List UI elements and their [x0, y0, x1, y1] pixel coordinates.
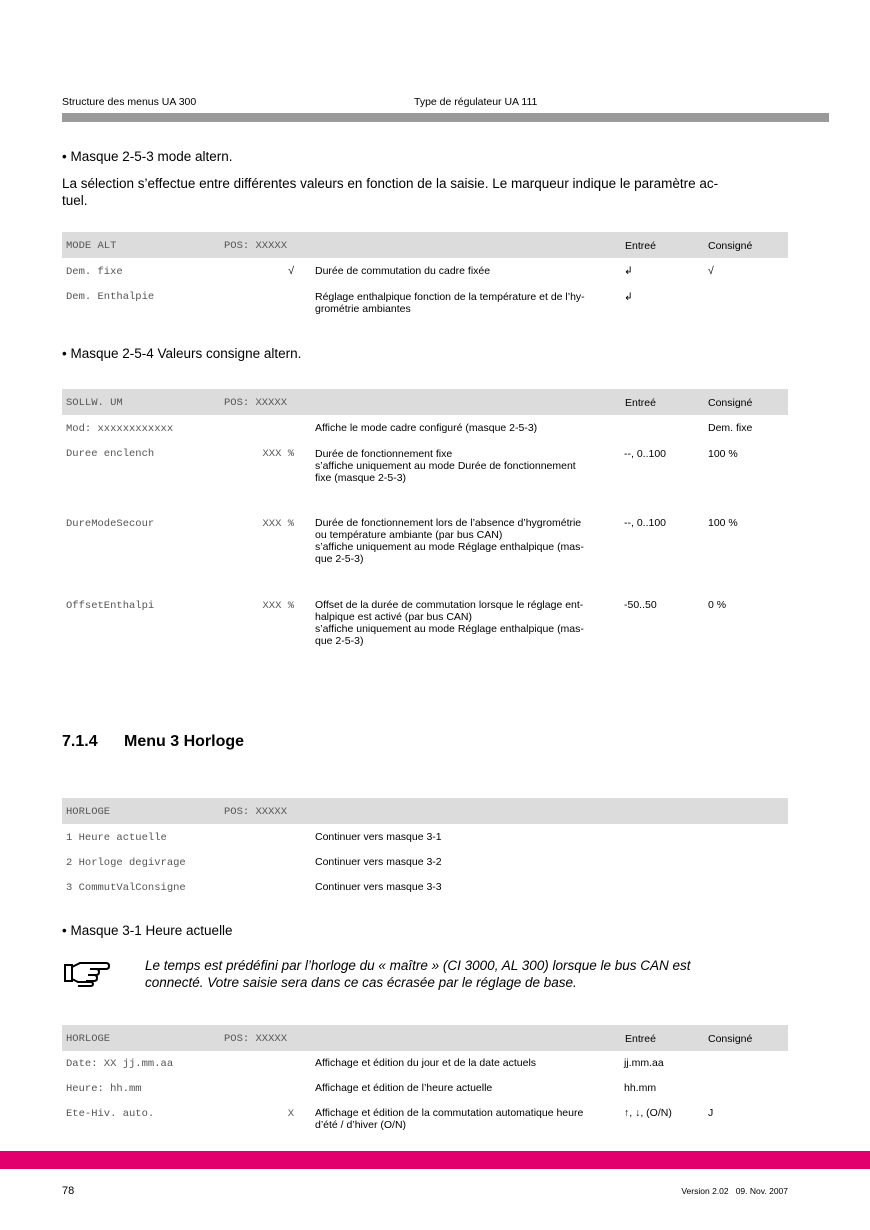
- row-desc: Durée de fonctionnement fixe: [315, 448, 453, 460]
- row-entree: jj.mm.aa: [624, 1057, 664, 1069]
- table-header-mode-alt: [62, 232, 788, 258]
- bullet-masque-3-1: • Masque 3-1 Heure actuelle: [62, 923, 233, 938]
- row-consigne: 100 %: [708, 517, 738, 529]
- col-header-name: SOLLW. UM: [66, 397, 123, 409]
- row-value: XXX %: [262, 600, 294, 612]
- col-header-pos: POS: XXXXX: [224, 806, 288, 818]
- row-value: √: [288, 265, 294, 277]
- col-header-consigne: Consigné: [708, 397, 753, 409]
- row-consigne: √: [708, 265, 714, 277]
- row-desc: grométrie ambiantes: [315, 303, 411, 315]
- row-desc: Affichage et édition du jour et de la date actuels: [315, 1057, 537, 1069]
- col-header-name: HORLOGE: [66, 1033, 111, 1045]
- row-desc: s’affiche uniquement au mode Réglage enthalpique (mas-: [315, 623, 584, 635]
- header-bar: [62, 113, 829, 122]
- row-desc: que 2-5-3): [315, 553, 364, 565]
- note-line-1: Le temps est prédéfini par l’horloge du « maître » (CI 3000, AL 300) lorsque le bus CAN est: [145, 958, 691, 973]
- col-header-entree: Entreé: [625, 397, 656, 409]
- row-entree: --, 0..100: [624, 448, 667, 460]
- row-desc: Durée de commutation du cadre fixée: [315, 265, 491, 277]
- row-name: Heure: hh.mm: [66, 1083, 142, 1095]
- row-desc: s’affiche uniquement au mode Réglage enthalpique (mas-: [315, 541, 584, 553]
- row-entree: ↑, ↓, (O/N): [624, 1107, 672, 1119]
- page-number: 78: [62, 1185, 75, 1197]
- row-name: Duree enclench: [66, 448, 155, 460]
- row-desc: Réglage enthalpique fonction de la température et de l’hy-: [315, 291, 585, 303]
- bullet-masque-2-5-3: • Masque 2-5-3 mode altern.: [62, 149, 233, 164]
- col-header-name: MODE ALT: [66, 240, 117, 252]
- row-entree: hh.mm: [624, 1082, 657, 1094]
- col-header-name: HORLOGE: [66, 806, 111, 818]
- pointing-hand-icon: [62, 957, 110, 987]
- table-header-sollw: [62, 389, 788, 415]
- col-header-entree: Entreé: [625, 240, 656, 252]
- row-name: Dem. fixe: [66, 266, 123, 278]
- row-name: 3 CommutValConsigne: [66, 882, 186, 894]
- col-header-pos: POS: XXXXX: [224, 240, 288, 252]
- row-value: X: [287, 1108, 294, 1120]
- row-name: 2 Horloge degivrage: [66, 857, 186, 869]
- row-entree: --, 0..100: [624, 517, 667, 529]
- row-name: Mod: xxxxxxxxxxxx: [66, 423, 174, 435]
- row-entree: ↲: [624, 265, 633, 277]
- row-consigne: Dem. fixe: [708, 422, 753, 434]
- row-desc: Continuer vers masque 3-3: [315, 881, 442, 893]
- row-value: XXX %: [262, 518, 294, 530]
- note-line-2: connecté. Votre saisie sera dans ce cas écrasée par le réglage de base.: [145, 975, 577, 990]
- row-desc: ou température ambiante (par bus CAN): [315, 529, 503, 541]
- header-center: Type de régulateur UA 111: [414, 96, 538, 108]
- row-desc: Continuer vers masque 3-1: [315, 831, 442, 843]
- row-desc: Affichage et édition de la commutation automatique heure: [315, 1107, 584, 1119]
- row-name: Ete-Hiv. auto.: [66, 1108, 155, 1120]
- row-desc: fixe (masque 2-5-3): [315, 472, 407, 484]
- row-name: 1 Heure actuelle: [66, 832, 167, 844]
- row-desc: Continuer vers masque 3-2: [315, 856, 442, 868]
- row-desc: s’affiche uniquement au mode Durée de fonctionnement: [315, 460, 576, 472]
- row-desc: halpique est activé (par bus CAN): [315, 611, 472, 623]
- row-entree: -50..50: [624, 599, 657, 611]
- row-consigne: 0 %: [708, 599, 727, 611]
- header-left: Structure des menus UA 300: [62, 96, 197, 108]
- row-name: OffsetEnthalpi: [66, 600, 155, 612]
- para-line-2: tuel.: [62, 193, 88, 208]
- bullet-masque-2-5-4: • Masque 2-5-4 Valeurs consigne altern.: [62, 346, 302, 361]
- col-header-entree: Entreé: [625, 1033, 656, 1045]
- row-desc: d’été / d’hiver (O/N): [315, 1119, 407, 1131]
- col-header-pos: POS: XXXXX: [224, 397, 288, 409]
- row-name: Date: XX jj.mm.aa: [66, 1058, 174, 1070]
- col-header-pos: POS: XXXXX: [224, 1033, 288, 1045]
- row-desc: Durée de fonctionnement lors de l’absence d’hygrométrie: [315, 517, 582, 529]
- row-consigne: 100 %: [708, 448, 738, 460]
- section-title: Menu 3 Horloge: [124, 733, 245, 750]
- row-name: Dem. Enthalpie: [66, 291, 155, 303]
- table-header-horloge-2: [62, 1025, 788, 1051]
- para-line-1: La sélection s’effectue entre différentes valeurs en fonction de la saisie. Le marqueur indique le paramètre ac-: [62, 176, 719, 191]
- row-value: XXX %: [262, 448, 294, 460]
- section-number: 7.1.4: [62, 733, 98, 750]
- table-header-horloge: [62, 798, 788, 824]
- row-desc: Affichage et édition de l’heure actuelle: [315, 1082, 493, 1094]
- row-desc: que 2-5-3): [315, 635, 364, 647]
- row-desc: Affiche le mode cadre configuré (masque 2-5-3): [315, 422, 538, 434]
- row-consigne: J: [708, 1107, 714, 1119]
- row-desc: Offset de la durée de commutation lorsque le réglage ent-: [315, 599, 584, 611]
- footer-bar: [0, 1151, 870, 1169]
- col-header-consigne: Consigné: [708, 240, 753, 252]
- row-entree: ↲: [624, 291, 633, 303]
- version-info: Version 2.02 09. Nov. 2007: [681, 1186, 788, 1196]
- col-header-consigne: Consigné: [708, 1033, 753, 1045]
- row-name: DureModeSecour: [66, 518, 155, 530]
